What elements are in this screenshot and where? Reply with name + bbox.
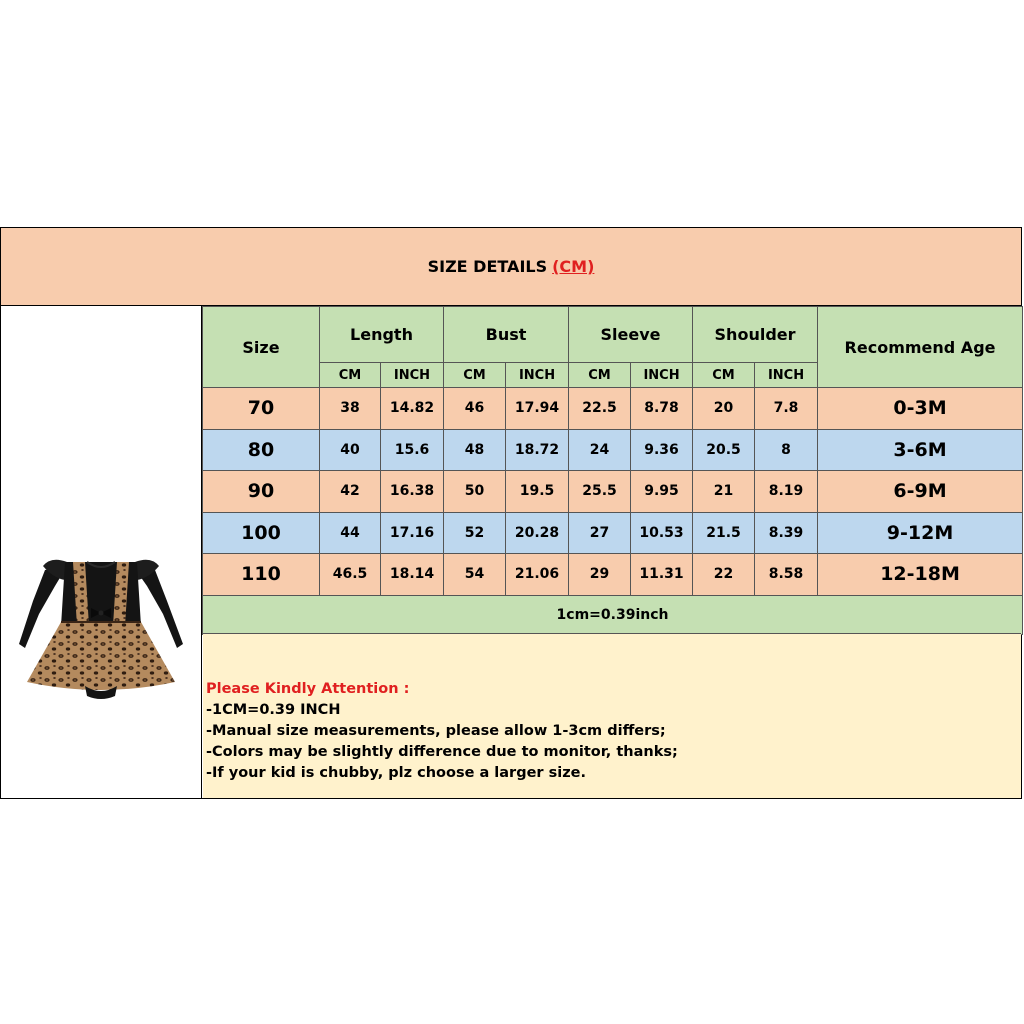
sleeve-header: Sleeve — [569, 307, 693, 363]
bust-inch-cell: 21.06 — [506, 554, 569, 596]
size-cell: 70 — [203, 388, 320, 430]
cm-header: CM — [693, 363, 755, 388]
title-unit: (CM) — [552, 257, 595, 276]
length-cm-cell: 38 — [320, 388, 381, 430]
title-text: SIZE DETAILS — [427, 257, 548, 276]
age-cell: 0-3M — [818, 388, 1023, 430]
bust-cm-cell: 52 — [444, 512, 506, 554]
cm-header: CM — [444, 363, 506, 388]
inch-header: INCH — [631, 363, 693, 388]
length-cm-cell: 46.5 — [320, 554, 381, 596]
sleeve-cm-cell: 29 — [569, 554, 631, 596]
attention-line: -If your kid is chubby, plz choose a larger size. — [206, 765, 587, 781]
attention-line: -Colors may be slightly difference due to monitor, thanks; — [206, 744, 678, 760]
bust-header: Bust — [444, 307, 569, 363]
size-details-title — [1, 228, 1021, 306]
table-row — [203, 429, 1023, 471]
length-cm-cell: 44 — [320, 512, 381, 554]
age-header: Recommend Age — [818, 307, 1023, 388]
sleeve-inch-cell: 9.95 — [631, 471, 693, 513]
conversion-row — [203, 595, 1023, 634]
inch-header: INCH — [755, 363, 818, 388]
table-row — [203, 554, 1023, 596]
inch-header: INCH — [506, 363, 569, 388]
age-cell: 9-12M — [818, 512, 1023, 554]
shoulder-header: Shoulder — [693, 307, 818, 363]
size-chart — [0, 227, 1022, 799]
conversion-note: 1cm=0.39inch — [203, 595, 1023, 634]
sleeve-inch-cell: 8.78 — [631, 388, 693, 430]
shoulder-cm-cell: 20.5 — [693, 429, 755, 471]
length-inch-cell: 18.14 — [381, 554, 444, 596]
attention-heading: Please Kindly Attention : — [206, 681, 410, 697]
length-inch-cell: 17.16 — [381, 512, 444, 554]
sleeve-cm-cell: 27 — [569, 512, 631, 554]
bust-cm-cell: 46 — [444, 388, 506, 430]
length-inch-cell: 15.6 — [381, 429, 444, 471]
bust-inch-cell: 17.94 — [506, 388, 569, 430]
shoulder-inch-cell: 8 — [755, 429, 818, 471]
inch-header: INCH — [381, 363, 444, 388]
sleeve-inch-cell: 9.36 — [631, 429, 693, 471]
size-header: Size — [203, 307, 320, 388]
bust-inch-cell: 20.28 — [506, 512, 569, 554]
bust-cm-cell: 54 — [444, 554, 506, 596]
attention-panel — [203, 633, 1021, 798]
sleeve-inch-cell: 10.53 — [631, 512, 693, 554]
length-header: Length — [320, 307, 444, 363]
table-row — [203, 388, 1023, 430]
bust-inch-cell: 18.72 — [506, 429, 569, 471]
shoulder-inch-cell: 8.19 — [755, 471, 818, 513]
bust-cm-cell: 48 — [444, 429, 506, 471]
bust-inch-cell: 19.5 — [506, 471, 569, 513]
sleeve-inch-cell: 11.31 — [631, 554, 693, 596]
shoulder-inch-cell: 8.58 — [755, 554, 818, 596]
bust-cm-cell: 50 — [444, 471, 506, 513]
length-inch-cell: 14.82 — [381, 388, 444, 430]
header-row — [203, 307, 1023, 363]
length-cm-cell: 40 — [320, 429, 381, 471]
cm-header: CM — [569, 363, 631, 388]
size-cell: 100 — [203, 512, 320, 554]
size-cell: 90 — [203, 471, 320, 513]
cm-header: CM — [320, 363, 381, 388]
age-cell: 3-6M — [818, 429, 1023, 471]
shoulder-cm-cell: 20 — [693, 388, 755, 430]
size-cell: 80 — [203, 429, 320, 471]
shoulder-cm-cell: 22 — [693, 554, 755, 596]
size-table — [202, 306, 1023, 635]
shoulder-cm-cell: 21 — [693, 471, 755, 513]
length-cm-cell: 42 — [320, 471, 381, 513]
shoulder-inch-cell: 7.8 — [755, 388, 818, 430]
age-cell: 12-18M — [818, 554, 1023, 596]
sleeve-cm-cell: 24 — [569, 429, 631, 471]
product-image — [15, 556, 190, 706]
shoulder-inch-cell: 8.39 — [755, 512, 818, 554]
attention-line: -Manual size measurements, please allow 1-3cm differs; — [206, 723, 666, 739]
sleeve-cm-cell: 22.5 — [569, 388, 631, 430]
shoulder-cm-cell: 21.5 — [693, 512, 755, 554]
sleeve-cm-cell: 25.5 — [569, 471, 631, 513]
age-cell: 6-9M — [818, 471, 1023, 513]
product-image-panel — [1, 306, 202, 798]
size-cell: 110 — [203, 554, 320, 596]
attention-line: -1CM=0.39 INCH — [206, 702, 341, 718]
table-row — [203, 512, 1023, 554]
table-row — [203, 471, 1023, 513]
attention-text — [206, 679, 678, 784]
length-inch-cell: 16.38 — [381, 471, 444, 513]
